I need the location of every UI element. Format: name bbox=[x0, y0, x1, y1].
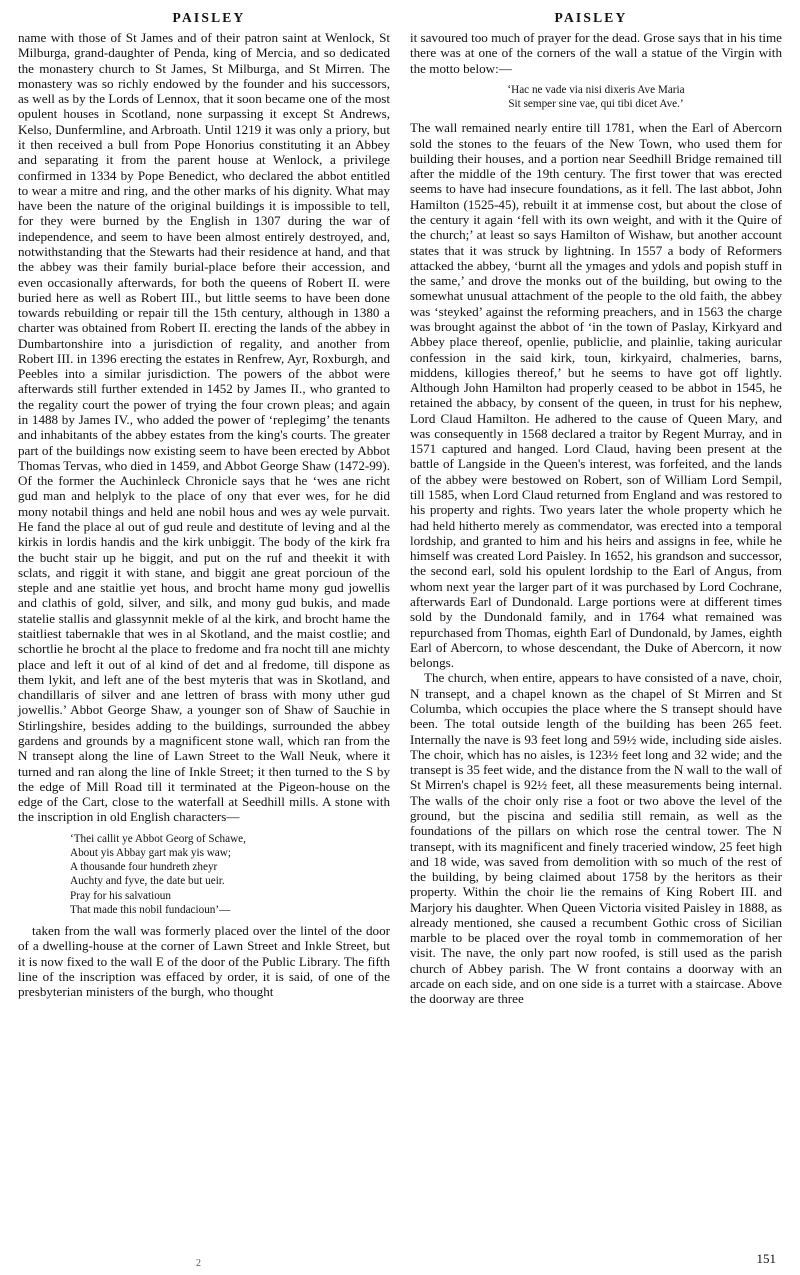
verse-line: A thousande four hundreth zheyr bbox=[70, 861, 218, 874]
right-column bbox=[410, 30, 782, 1007]
paragraph: taken from the wall was formerly placed over the lintel of the door of a dwelling-house at the corner of Lawn Street and Inkle Street, but it is now fixed to the wall E of the door of the Public Library. The fifth line of the inscription was effaced by order, it is said, of one of the presbyterian ministers of the burgh, who thought bbox=[18, 922, 390, 1000]
latin-motto-verse bbox=[410, 83, 782, 111]
running-heads bbox=[18, 10, 782, 26]
running-head-right: PAISLEY bbox=[554, 10, 628, 25]
verse-line: Auchty and fyve, the date but ueir. bbox=[70, 875, 225, 888]
page-number: 151 bbox=[756, 1251, 776, 1266]
inscription-verse bbox=[18, 832, 390, 917]
verse-line: That made this nobil fundacioun’— bbox=[70, 903, 231, 916]
verse-line: Pray for his salvatioun bbox=[70, 889, 171, 902]
verse-line: ‘Thei callit ye Abbot Georg of Schawe, bbox=[70, 832, 246, 845]
paragraph: The church, when entire, appears to have consisted of a nave, choir, N transept, and a chapel known as the chapel of St Mirren and St Columba, which occupies the place where the S transept should have been. The total outside length of the building has been 265 feet. Internally the nave is 93 feet long and 59½ wide, including side aisles. The choir, which has no aisles, is 123½ feet long and 32 wide; and the transept is 35 feet wide, and the distance from the N wall to the wall of St Mirren's chapel is 92½ feet, all these measurements being internal. The walls of the choir only rise a foot or two above the level of the ground, but the piscina and sedilia still remain, as well as the foundations of the pillars on which rose the central tower. The N transept, with its magnificent and finely traceried window, 25 feet high and 18 wide, was saved from demolition with so much of the rest of the building, by being claimed about 1758 by the heritors as their property. Within the choir lie the remains of King Robert III. and Marjory his daughter. When Queen Victoria visited Paisley in 1888, as already mentioned, she caused a recumbent Gothic cross of Sicilian marble to be placed over the royal tomb in commemoration of her visit. The nave, the only part now roofed, is still used as the parish church of Abbey parish. The W front contains a doorway with an arcade on each side, and on one side is a turret with a staircase. Above the doorway are three bbox=[410, 670, 782, 1007]
running-head-left: PAISLEY bbox=[172, 10, 246, 25]
verse-line: About yis Abbay gart mak yis waw; bbox=[70, 846, 231, 859]
verse-line: Sit semper sine vae, qui tibi dicet Ave.’ bbox=[508, 98, 684, 111]
paragraph: name with those of St James and of their patron saint at Wenlock, St Milburga, grand-daughter of Penda, king of Mercia, and so dedicated the monastery church to St James, St Milburga, and St Mirren. The monastery was so richly endowed by the founder and his successors, as well as by the Lords of Lennox, that it soon became one of the most opulent houses in Scotland, none surpassing it except St Andrews, Kelso, Dunfermline, and Arbroath. Until 1219 it was only a priory, but it then received a bull from Pope Honorius constituting it an Abbey and separating it from the parent house at Wenlock, a privilege confirmed in 1334 by Pope Benedict, who declared the abbot entitled to wear a mitre and ring, and the other marks of his dignity. What may have been the nature of the original buildings it is impossible to tell, for they were burned by the English in 1307 during the war of independence, and seem to have been almost entirely destroyed, and, notwithstanding that the Stewarts had their residence at hand, and that the abbey was their family burial-place before their accession, and even occasionally afterwards, for both the queens of Robert II. were buried here as well as Robert III., but little seems to have been done towards rebuilding or repair till the 15th century, although in 1380 a charter was obtained from Robert II. erecting the lands of the abbey in Dumbartonshire into a jurisdiction of regality, and another from Robert III. in 1396 erecting the estates in Renfrew, Ayr, Roxburgh, and Peebles into a similar jurisdiction. The powers of the abbot were afterwards still further extended in 1452 by James II., who granted to the regality court the power of trying the four crown pleas; and again in 1488 by James IV., who added the power of ‘replegimg’ the tenants and inhabitants of the abbey estates from the king's courts. The greater part of the buildings now existing seem to have been erected by Abbot Thomas Tervas, who died in 1459, and Abbot George Shaw (1472-99). Of the former the Auchinleck Chronicle says that he ‘wes ane richt gud man and helplyk to the place of ony that ever wes, for he did mony notabil things and held ane nobil hous and wes ay wele purvait. He fand the place al out of gud reule and destitute of leving and al the kirkis in lordis handis and the kirk unbiggit. The body of the kirk fra the bucht stair up he biggit, and put on the ruf and theekit it with sclats, and riggit it with stane, and biggit ane great porcioun of the steple and ane staitlie yet hous, and brocht hame mony gud jowellis and clathis of gold, silver, and silk, and mony gud bukis, and made statelie stallis and glassynnit mekle of al the kirk, and brocht hame the staitliest tabernakle that wes in al Skotland, and the maist costlie; and schortlie he brocht al the place to fredome and fra nocht till ane michty place and left it out of al kind of det and al fredome, till dispone as them lykit, and left ane of the best myteris that was in Skotland, and chandillaris of silver and ane lettren of brass with mony uther gud jowellis.’ Abbot George Shaw, a younger son of Shaw of Sauchie in Stirlingshire, besides adding to the buildings, surrounded the abbey gardens and grounds by a magnificent stone wall, which ran from the N transept along the line of Lawn Street to the Wall Neuk, where it turned and ran along the line of Inkle Street; it then turned to the S by the edge of Mill Road till it terminated at the Pigeon-house on the edge of the Cart, close to the waterfall at Seedhill mills. A stone with the inscription in old English characters— bbox=[18, 30, 390, 825]
verse-line: ‘Hac ne vade via nisi dixeris Ave Maria bbox=[507, 83, 685, 96]
two-column-body bbox=[18, 30, 782, 1007]
left-column bbox=[18, 30, 390, 999]
signature-mark: 2 bbox=[196, 1258, 201, 1269]
paragraph: The wall remained nearly entire till 1781, when the Earl of Abercorn sold the stones to the feuars of the New Town, who used them for building their houses, and a portion near Seedhill Bridge remained till after the middle of the 19th century. The first tower that was erected seems to have had insecure foundations, as it fell. The last abbot, John Hamilton (1525-45), rebuilt it at immense cost, but about the close of the century it again ‘fell with its own weight, and with it the Quire of the church;’ at least so says Hamilton of Wishaw, but another account states that it was struck by lightning. In 1557 a body of Reformers attacked the abbey, ‘burnt all the ymages and ydols and popish stuff in the same,’ and drove the monks out of the building, but owing to the somewhat unusual attachment of the people to the old faith, the abbey was ‘steyked’ against the reforming preachers, and in 1563 the charge was brought against the abbot of ‘in the town of Paslay, Kirkyard and Abbey place thereof, openlie, publiclie, and plainlie, taking auricular confession in the said kirk, toun, kirkyaird, chalmeries, barns, middens, killogies thereof,’ but he seems to have got off lightly. Although John Hamilton had properly ceased to be abbot in 1545, he retained the abbacy, by consent of the queen, in trust for his nephew, Lord Claud Hamilton. He adhered to the cause of Queen Mary, and was consequently in 1568 declared a traitor by Regent Murray, and in 1571 captured and hanged. Lord Claud, having been present at the battle of Langside in the Queen's interest, was forfeited, and the lands of the abbey were bestowed on Robert, son of William Lord Sempil, till 1585, when Lord Claud returned from England and was restored to his property and rights. Two years later the whole property which he had held hitherto merely as commendator, was erected into a temporal lordship, and granted to him and his heirs and assigns in fee, while he himself was created Lord Paisley. In 1652, his grandson and successor, the second earl, sold his opulent lordship to the Earl of Angus, from whom next year the larger part of it was purchased by Lord Cochrane, afterwards Earl of Dundonald. Large portions were at different times sold by the Dundonald family, and in 1764 what remained was repurchased from Thomas, eighth Earl of Dundonald, by James, eighth Earl of Abercorn, to whose descendant, the Duke of Abercorn, it now belongs. bbox=[410, 120, 782, 671]
paragraph: it savoured too much of prayer for the dead. Grose says that in his time there was at one of the corners of the wall a statue of the Virgin with the motto below:— bbox=[410, 30, 782, 76]
